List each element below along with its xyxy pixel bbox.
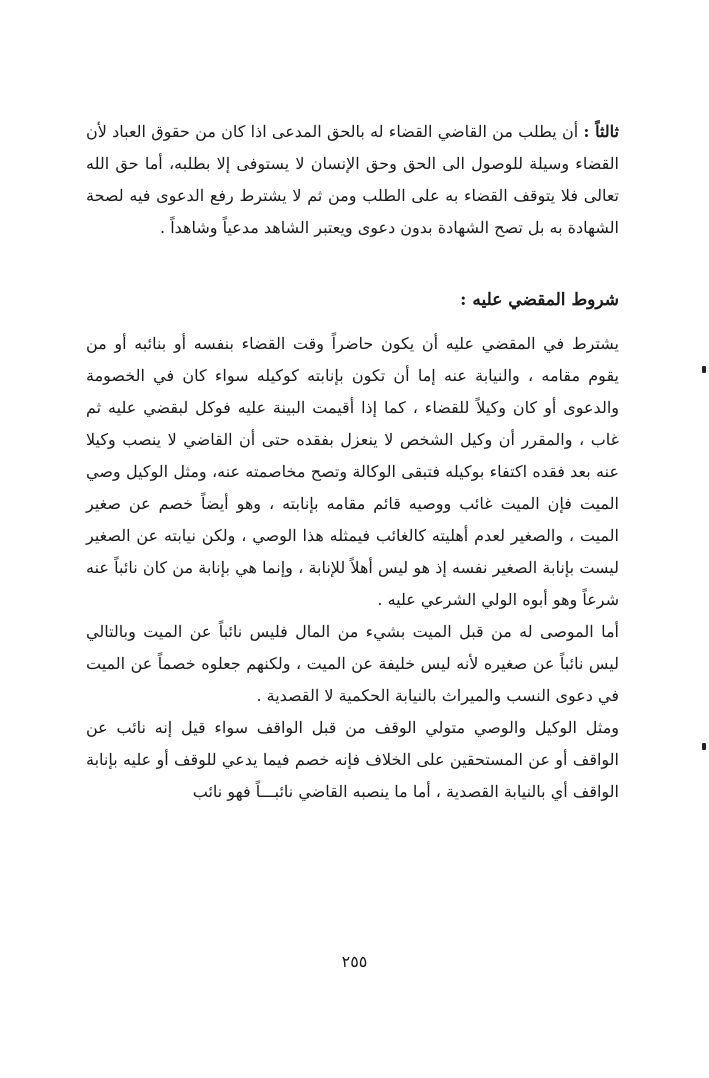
paragraph-text: أن يطلب من القاضي القضاء له بالحق المدعى اذا كان من حقوق العباد لأن القضاء وسيلة للوصول الى الحق وحق الإنسان لا يستوفى إلا بطلبه، أما حق الله تعالى فلا يتوقف القضاء به على الطلب ومن ثم لا يشترط رفع الدعوى فيه لصحة الشهادة به بل تصح الشهادة بدون دعوى ويعتبر الشاهد مدعياً وشاهداً . bbox=[86, 122, 619, 237]
margin-mark bbox=[702, 366, 706, 373]
section-heading: شروط المقضي عليه : bbox=[460, 290, 619, 310]
paragraph-lead: ثالثاً : bbox=[583, 122, 619, 141]
page-body bbox=[86, 116, 619, 808]
paragraph-legatee: أما الموصى له من قبل الميت بشيء من المال فليس نائباً عن الميت وبالتالي ليس نائباً عن صغيره لأنه ليس خليفة عن الميت ، ولكنهم جعلوه خصماً عن الميت في دعوى النسب والميراث بالنيابة الحكمية لا القصدية . bbox=[86, 622, 620, 705]
paragraph-conditions: يشترط في المقضي عليه أن يكون حاضراً وقت القضاء بنفسه أو بنائبه أو من يقوم مقامه ، والنيابة عنه إما أن تكون بإنابته كوكيله سواء كان في الخصومة والدعوى أو كان وكيلاً للقضاء ، كما إذا أقيمت البينة عليه فوكل لبقضي عليه ثم غاب ، والمقرر أن وكيل الشخص لا ينعزل بفقده حتى أن القاضي لا ينصب وكيلا عنه بعد فقده اكتفاء بوكيله فتبقى الوكالة وتصح مخاصمته عنه، ومثل الوكيل وصي الميت فإن الميت غائب ووصيه قائم مقامه بإنابته ، وهو أيضاً خصم عن صغير الميت ، والصغير لعدم أهليته كالغائب فيمثله هذا الوصي ، ولكن نيابته عن الصغير ليست بإنابة الصغير نفسه إذ هو ليس أهلاً للإنابة ، وإنما هي بإنابة من كان نائباً عنه شرعاً وهو أبوه الولي الشرعي عليه . bbox=[86, 334, 619, 609]
margin-mark bbox=[702, 743, 706, 750]
paragraph-third-condition bbox=[86, 116, 619, 244]
page-number: ٢٥٥ bbox=[341, 952, 368, 971]
paragraph-endowment: ومثل الوكيل والوصي متولي الوقف من قبل الواقف سواء قيل إنه نائب عن الواقف أو عن المستحقين على الخلاف فإنه خصم فيما يدعي للوقف أو عليه بإنابة الواقف أي بالنيابة القصدية ، أما ما ينصبه القاضي نائبـــاً فهو نائب bbox=[86, 718, 619, 801]
